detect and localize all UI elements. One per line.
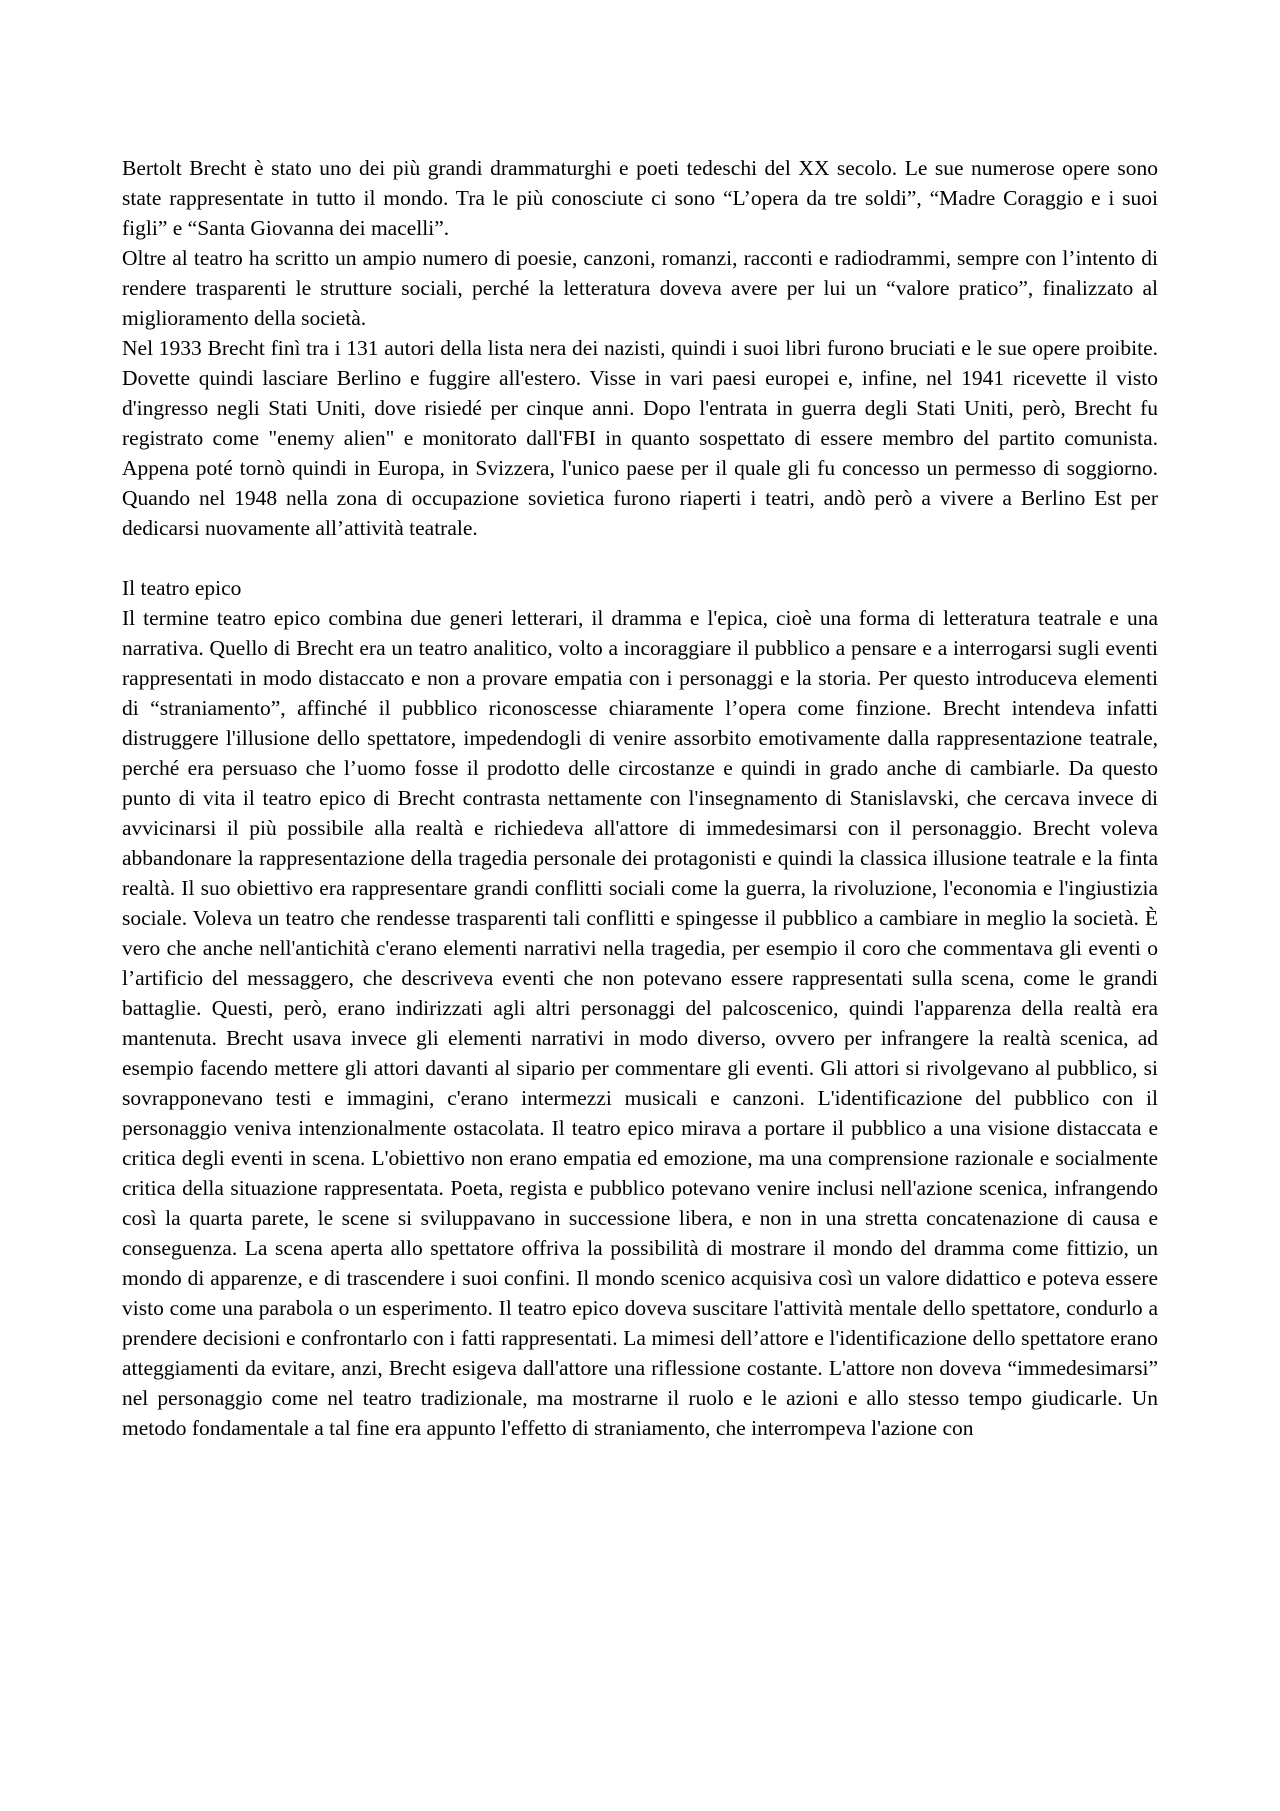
intro-paragraph-2: Oltre al teatro ha scritto un ampio numero di poesie, canzoni, romanzi, racconti e radiodrammi, sempre con l’intento di rendere trasparenti le strutture sociali, perché la letteratura doveva avere per lui un “valore pratico”, finalizzato al miglioramento della società. [122,246,1158,330]
paragraph-spacer [122,543,1158,573]
section-paragraph: Il termine teatro epico combina due generi letterari, il dramma e l'epica, cioè una forma di letteratura teatrale e una narrativa. Quello di Brecht era un teatro analitico, volto a incoraggiare il pubblico a pensare e a interrogarsi sugli eventi rappresentati in modo distaccato e non a provare empatia con i personaggi e la storia. Per questo introduceva elementi di “straniamento”, affinché il pubblico riconoscesse chiaramente l’opera come finzione. Brecht intendeva infatti distruggere l'illusione dello spettatore, impedendogli di venire assorbito emotivamente dalla rappresentazione teatrale, perché era persuaso che l’uomo fosse il prodotto delle circostanze e quindi in grado anche di cambiarle. Da questo punto di vita il teatro epico di Brecht contrasta nettamente con l'insegnamento di Stanislavski, che cercava invece di avvicinarsi il più possibile alla realtà e richiedeva all'attore di immedesimarsi con il personaggio. Brecht voleva abbandonare la rappresentazione della tragedia personale dei protagonisti e quindi la classica illusione teatrale e la finta realtà. Il suo obiettivo era rappresentare grandi conflitti sociali come la guerra, la rivoluzione, l'economia e l'ingiustizia sociale. Voleva un teatro che rendesse trasparenti tali conflitti e spingesse il pubblico a cambiare in meglio la società. È vero che anche nell'antichità c'erano elementi narrativi nella tragedia, per esempio il coro che commentava gli eventi o l’artificio del messaggero, che descriveva eventi che non potevano essere rappresentati sulla scena, come le grandi battaglie. Questi, però, erano indirizzati agli altri personaggi del palcoscenico, quindi l'apparenza della realtà era mantenuta. Brecht usava invece gli elementi narrativi in modo diverso, ovvero per infrangere la realtà scenica, ad esempio facendo mettere gli attori davanti al sipario per commentare gli eventi. Gli attori si rivolgevano al pubblico, si sovrapponevano testi e immagini, c'erano intermezzi musicali e canzoni. L'identificazione del pubblico con il personaggio veniva intenzionalmente ostacolata. Il teatro epico mirava a portare il pubblico a una visione distaccata e critica degli eventi in scena. L'obiettivo non erano empatia ed emozione, ma una comprensione razionale e socialmente critica della situazione rappresentata. Poeta, regista e pubblico potevano venire inclusi nell'azione scenica, infrangendo così la quarta parete, le scene si sviluppavano in successione libera, e non in una stretta concatenazione di causa e conseguenza. La scena aperta allo spettatore offriva la possibilità di mostrare il mondo del dramma come fittizio, un mondo di apparenze, e di trascendere i suoi confini. Il mondo scenico acquisiva così un valore didattico e poteva essere visto come una parabola o un esperimento. Il teatro epico doveva suscitare l'attività mentale dello spettatore, condurlo a prendere decisioni e confrontarlo con i fatti rappresentati. La mimesi dell’attore e l'identificazione dello spettatore erano atteggiamenti da evitare, anzi, Brecht esigeva dall'attore una riflessione costante. L'attore non doveva “immedesimarsi” nel personaggio come nel teatro tradizionale, ma mostrarne il ruolo e le azioni e allo stesso tempo giudicarle. Un metodo fondamentale a tal fine era appunto l'effetto di straniamento, che interrompeva l'azione con [122,606,1158,1440]
intro-paragraph-3: Nel 1933 Brecht finì tra i 131 autori della lista nera dei nazisti, quindi i suoi libri furono bruciati e le sue opere proibite. Dovette quindi lasciare Berlino e fuggire all'estero. Visse in vari paesi europei e, infine, nel 1941 ricevette il visto d'ingresso negli Stati Uniti, dove risiedé per cinque anni. Dopo l'entrata in guerra degli Stati Uniti, però, Brecht fu registrato come "enemy alien" e monitorato dall'FBI in quanto sospettato di essere membro del partito comunista. Appena poté tornò quindi in Europa, in Svizzera, l'unico paese per il quale gli fu concesso un permesso di soggiorno. Quando nel 1948 nella zona di occupazione sovietica furono riaperti i teatri, andò però a vivere a Berlino Est per dedicarsi nuovamente all’attività teatrale. [122,336,1158,540]
document-page [122,153,1158,1443]
section-heading: Il teatro epico [122,576,242,600]
intro-paragraph-1: Bertolt Brecht è stato uno dei più grandi drammaturghi e poeti tedeschi del XX secolo. Le sue numerose opere sono state rappresentate in tutto il mondo. Tra le più conosciute ci sono “L’opera da tre soldi”, “Madre Coraggio e i suoi figli” e “Santa Giovanna dei macelli”. [122,156,1158,240]
